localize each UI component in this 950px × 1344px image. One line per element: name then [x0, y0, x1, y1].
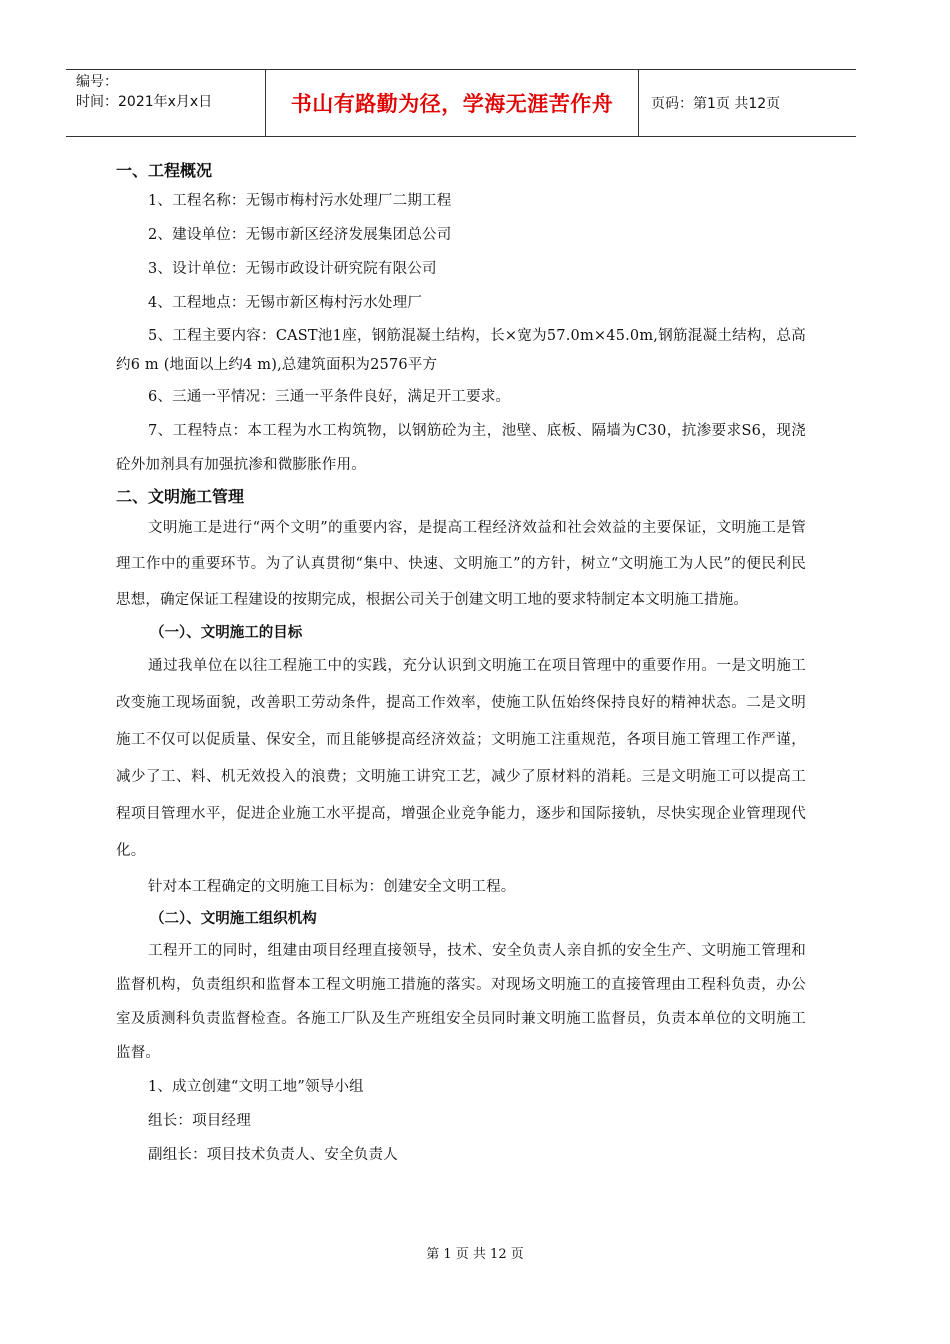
goals-target: 针对本工程确定的文明施工目标为：创建安全文明工程。	[148, 879, 516, 895]
overview-item: 3、设计单位：无锡市政设计研究院有限公司	[148, 261, 437, 277]
goals-paragraph: 通过我单位在以往工程施工中的实践，充分认识到文明施工在项目管理中的重要作用。一是文明施工改变施工现场面貌，改善职工劳动条件，提高工作效率，使施工队伍始终保持良好的精神状态。二是文明施工不仅可以促质量、保安全，而且能够提高经济效益；文明施工注重规范，各项目施工管理工作严谨，减少了工、料、机无效投入的浪费；文明施工讲究工艺，减少了原材料的消耗。三是文明施工可以提高工程项目管理水平，促进企业施工水平提高，增强企业竞争能力，逐步和国际接轨，尽快实现企业管理现代化。	[116, 658, 806, 859]
organization-paragraph: 工程开工的同时，组建由项目经理直接领导，技术、安全负责人亲自抓的安全生产、文明施工管理和监督机构，负责组织和监督本工程文明施工措施的落实。对现场文明施工的直接管理由工程科负责，办公室及质测科负责监督检查。各施工厂队及生产班组安全员同时兼文明施工监督员，负责本单位的文明施工监督。	[116, 943, 806, 1061]
header-motto-cell	[266, 70, 639, 136]
subsection-title-organization: （二）、文明施工组织机构	[150, 911, 317, 927]
header-motto: 书山有路勤为径，学海无涯苦作舟	[290, 92, 614, 116]
team-vice-leader: 副组长：项目技术负责人、安全负责人	[148, 1147, 398, 1163]
overview-item: 1、工程名称：无锡市梅村污水处理厂二期工程	[148, 193, 452, 209]
overview-item: 7、工程特点：本工程为水工构筑物，以钢筋砼为主，池壁、底板、隔墙为C30，抗渗要求S6，现浇砼外加剂具有加强抗渗和微膨胀作用。	[116, 423, 806, 473]
overview-item: 4、工程地点：无锡市新区梅村污水处理厂	[148, 295, 423, 311]
document-date: 时间：2021年x月x日	[76, 94, 213, 110]
document-number: 编号：	[76, 74, 118, 90]
overview-item: 6、三通一平情况：三通一平条件良好，满足开工要求。	[148, 389, 511, 405]
overview-item: 5、工程主要内容：CAST池1座，钢筋混凝土结构，长×宽为57.0m×45.0m,钢筋混凝土结构，总高约6 m (地面以上约4 m),总建筑面积为2576平方	[116, 328, 806, 373]
overview-item: 2、建设单位：无锡市新区经济发展集团总公司	[148, 227, 452, 243]
page-footer: 第 1 页 共 12 页	[426, 1247, 524, 1262]
section-title-overview: 一、工程概况	[116, 161, 213, 180]
document-header	[66, 69, 856, 137]
document-body	[116, 158, 806, 1172]
header-meta	[66, 70, 266, 136]
header-page-info: 页码：第1页 共12页	[651, 96, 781, 112]
organization-item: 1、成立创建“文明工地”领导小组	[148, 1079, 364, 1095]
civilized-construction-intro: 文明施工是进行“两个文明”的重要内容，是提高工程经济效益和社会效益的主要保证，文明施工是管理工作中的重要环节。为了认真贯彻“集中、快速、文明施工”的方针，树立“文明施工为人民”的便民利民思想，确定保证工程建设的按期完成，根据公司关于创建文明工地的要求特制定本文明施工措施。	[116, 520, 806, 608]
section-title-civilized-construction: 二、文明施工管理	[116, 487, 245, 506]
subsection-title-goals: （一）、文明施工的目标	[150, 625, 303, 641]
team-leader: 组长：项目经理	[148, 1113, 251, 1129]
